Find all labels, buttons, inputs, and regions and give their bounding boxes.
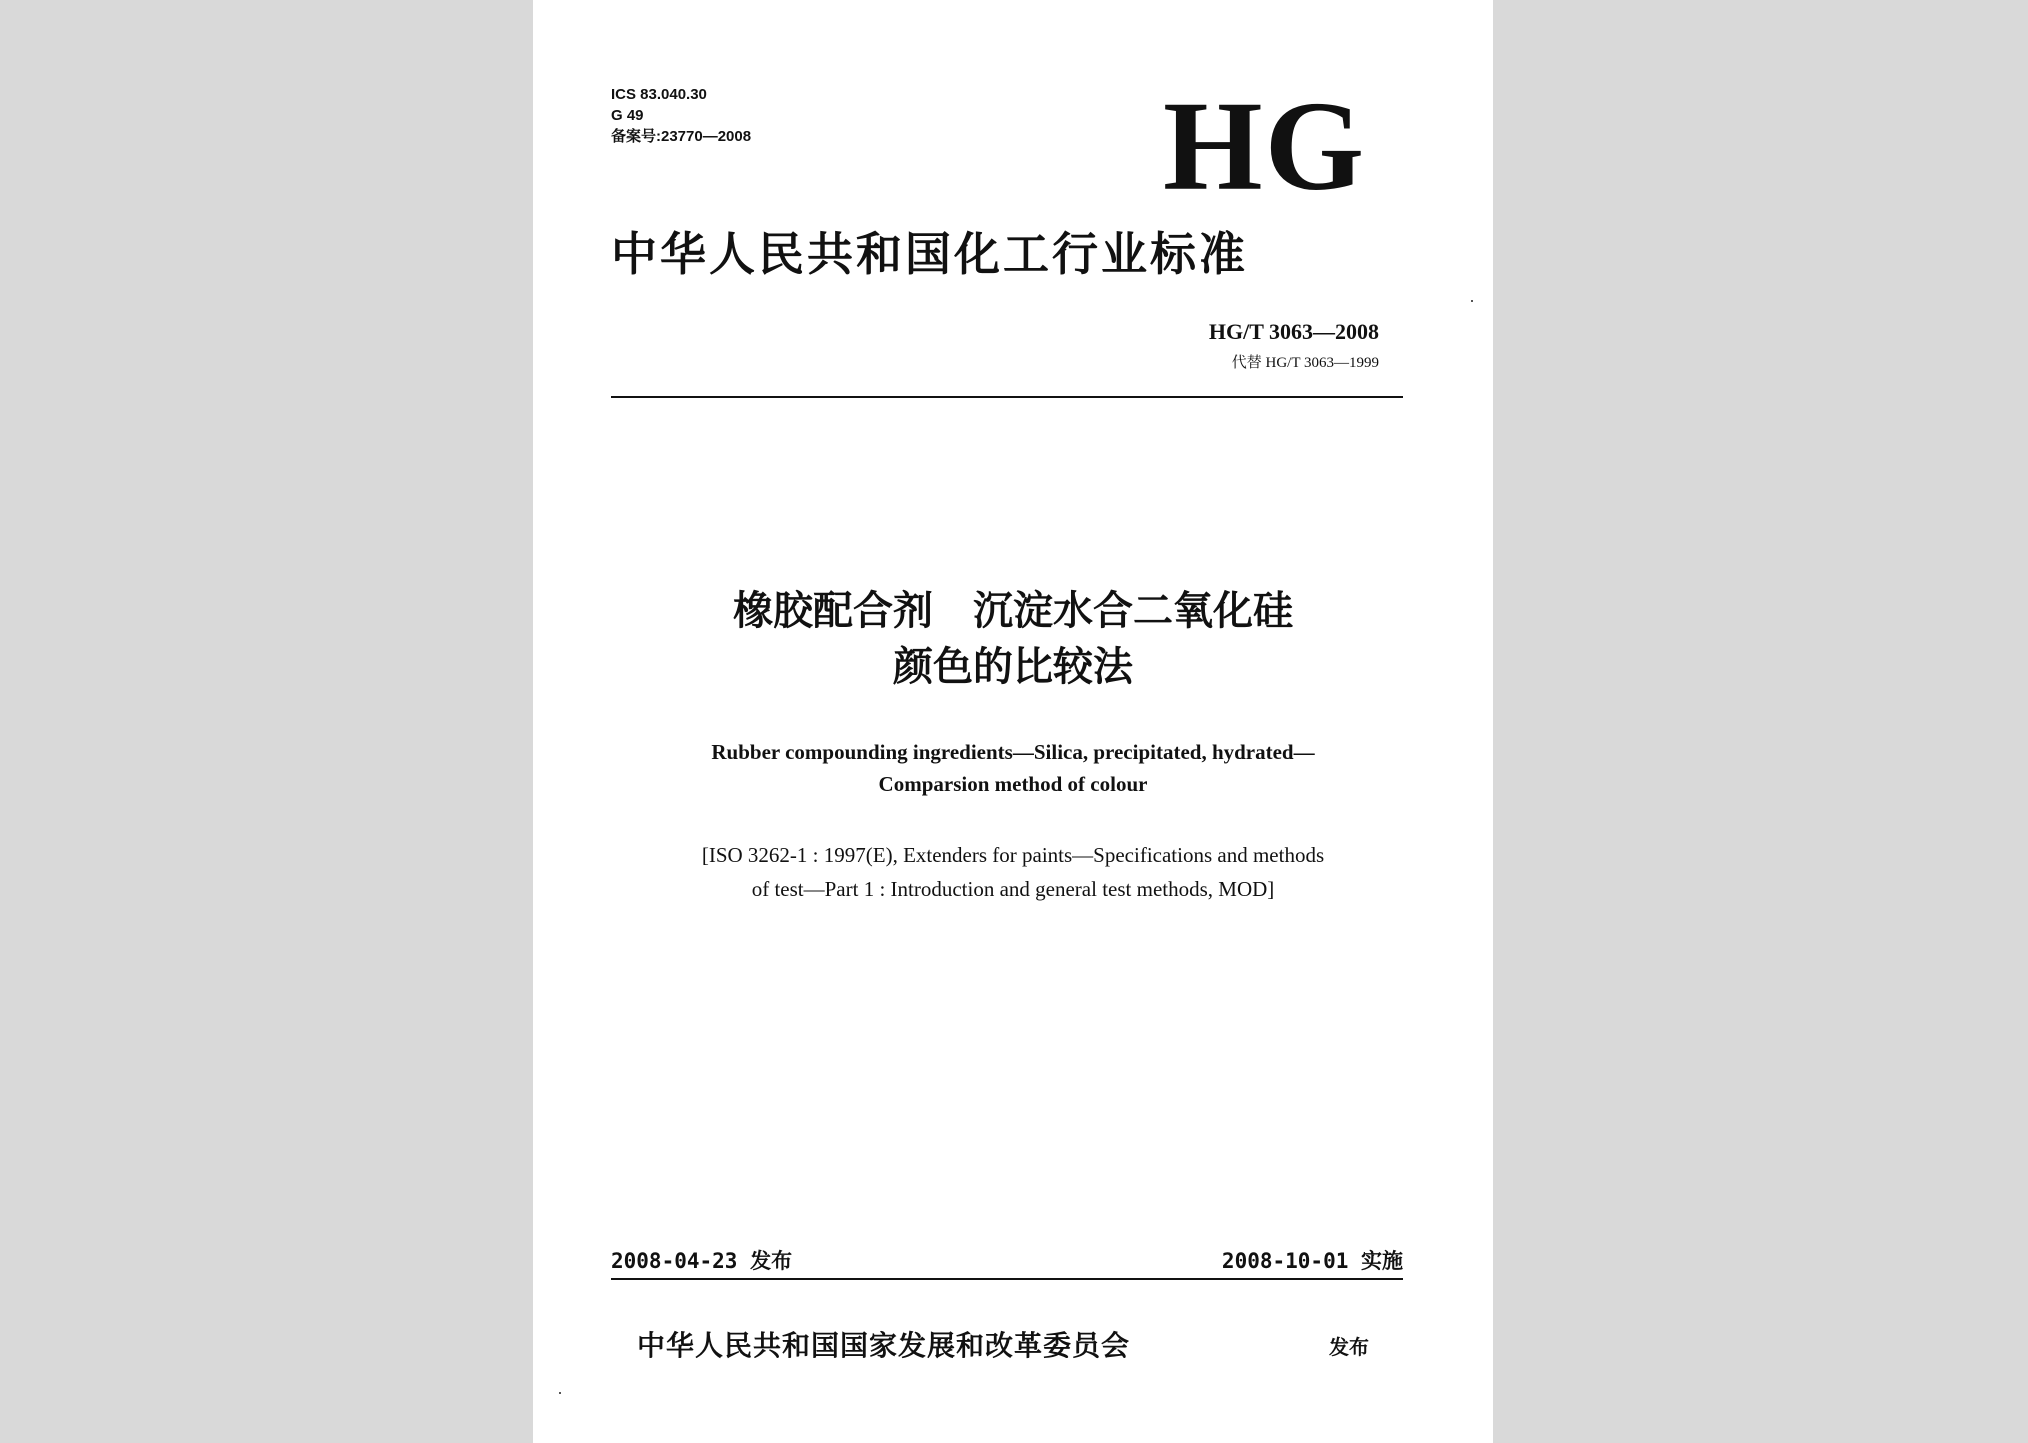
document-page: [533, 0, 1493, 1443]
scan-speck: [1471, 300, 1473, 302]
publisher-suffix: 发布: [1329, 1335, 1369, 1359]
iso-reference-line-1: [ISO 3262-1 : 1997(E), Extenders for paints—Specifications and methods: [701, 843, 1325, 867]
english-title-line-2: Comparsion method of colour: [878, 772, 1148, 796]
chinese-title-line-2: 颜色的比较法: [893, 644, 1133, 690]
record-number: 备案号:23770—2008: [611, 128, 752, 145]
scan-speck: [559, 1392, 561, 1394]
issue-date: 2008-04-23 发布: [611, 1249, 793, 1273]
standard-title: 中华人民共和国化工行业标准: [611, 227, 1248, 281]
publisher-name: 中华人民共和国国家发展和改革委员会: [637, 1329, 1131, 1362]
chinese-title-line-1: 橡胶配合剂 沉淀水合二氧化硅: [733, 588, 1293, 634]
footer-divider: [611, 1278, 1403, 1280]
hg-logo: HG: [1163, 75, 1367, 217]
header-divider: [611, 396, 1403, 398]
ccs-code: G 49: [611, 107, 644, 124]
ics-code: ICS 83.040.30: [611, 86, 707, 103]
iso-reference-line-2: of test—Part 1 : Introduction and general test methods, MOD]: [751, 877, 1275, 901]
classification-block: [611, 84, 751, 147]
english-title-line-1: Rubber compounding ingredients—Silica, precipitated, hydrated—: [711, 740, 1315, 764]
effective-date: 2008-10-01 实施: [1221, 1249, 1403, 1273]
standard-number: HG/T 3063—2008: [1208, 319, 1379, 344]
replaces-standard: 代替 HG/T 3063—1999: [1231, 355, 1379, 371]
